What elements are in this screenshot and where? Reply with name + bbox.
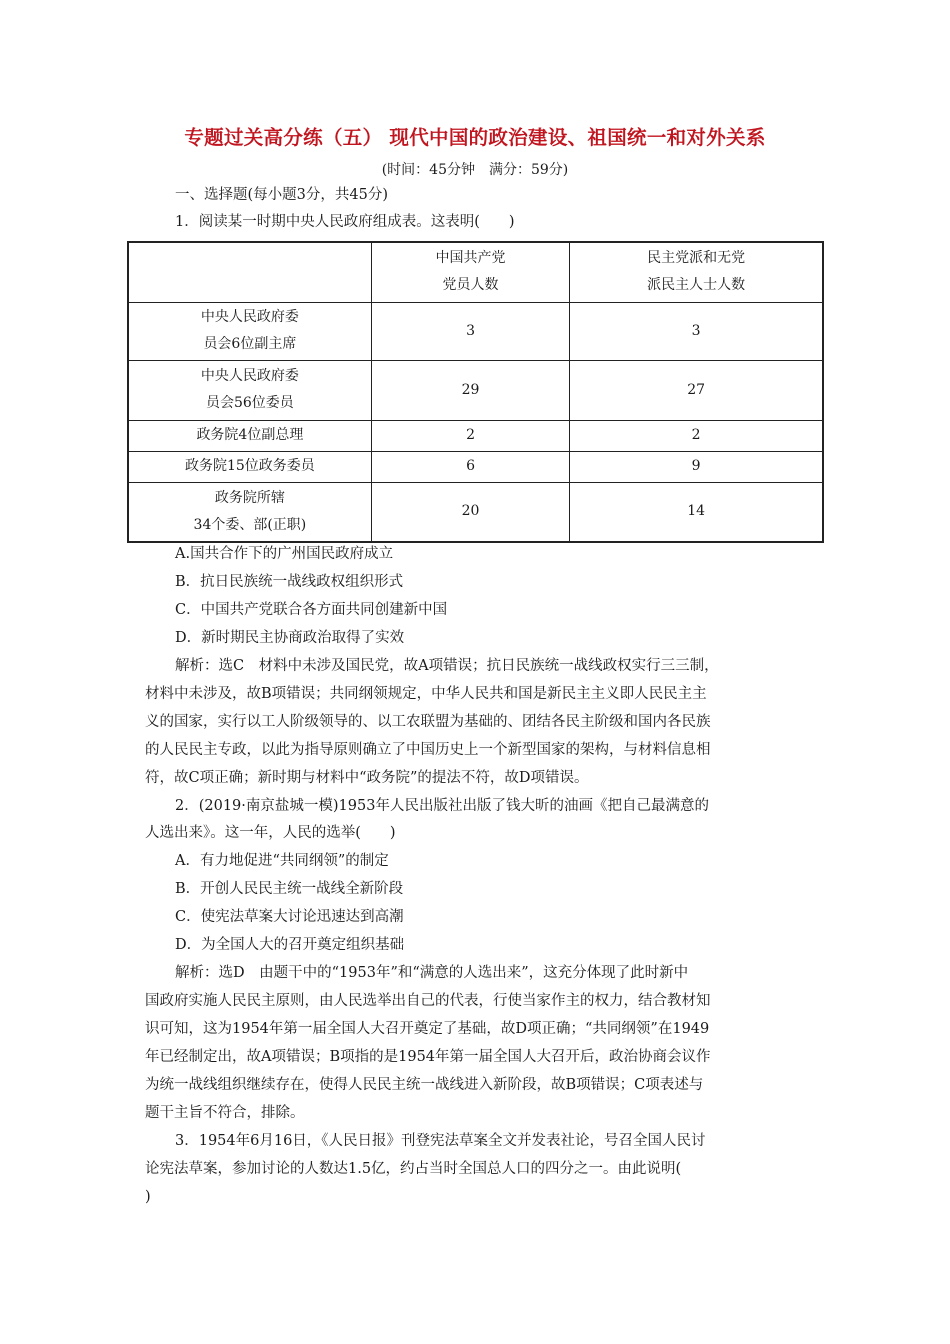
table-header-row — [128, 242, 823, 302]
table-row — [128, 302, 823, 360]
q1-analysis-line: 解析：选C 材料中未涉及国民党，故A项错误；抗日民族统一战线政权实行三三制， — [175, 658, 719, 674]
exam-time-score: (时间：45分钟 满分：59分) — [381, 162, 569, 178]
q2-analysis-line: 国政府实施人民民主原则，由人民选举出自己的代表，行使当家作主的权力，结合教材知 — [145, 993, 711, 1009]
question-3-stem: 论宪法草案，参加讨论的人数达1.5亿，约占当时全国总人口的四分之一。由此说明( — [145, 1161, 682, 1177]
q1-analysis-line: 符，故C项正确；新时期与材料中“政务院”的提法不符，故D项错误。 — [145, 770, 589, 786]
question-2-stem: 人选出来》。这一年，人民的选举( ) — [145, 825, 396, 841]
page-title: 专题过关高分练（五） 现代中国的政治建设、祖国统一和对外关系 — [184, 126, 766, 149]
other-count: 2 — [570, 420, 823, 451]
q2-option-a: A．有力地促进“共同纲领”的制定 — [175, 853, 389, 869]
table-row — [128, 360, 823, 420]
q1-option-b: B．抗日民族统一战线政权组织形式 — [175, 574, 404, 590]
q2-analysis-line: 识可知，这为1954年第一届全国人大召开奠定了基础，故D项正确；“共同纲领”在1949 — [145, 1021, 710, 1037]
row-label: 政务院4位副总理 — [128, 420, 371, 451]
cpc-count: 2 — [371, 420, 569, 451]
q2-option-d: D．为全国人大的召开奠定组织基础 — [175, 937, 405, 953]
cpc-count: 3 — [371, 302, 569, 360]
section-heading: 一、选择题(每小题3分，共45分) — [175, 187, 388, 203]
q1-option-c: C．中国共产党联合各方面共同创建新中国 — [175, 602, 448, 618]
cpc-count: 20 — [371, 482, 569, 542]
q1-option-d: D．新时期民主协商政治取得了实效 — [175, 630, 405, 646]
row-label: 政务院15位政务委员 — [128, 451, 371, 482]
q1-analysis-line: 的人民民主专政，以此为指导原则确立了中国历史上一个新型国家的架构，与材料信息相 — [145, 742, 711, 758]
row-label: 政务院所辖 34个委、部(正职) — [128, 482, 371, 542]
question-1-stem: 1．阅读某一时期中央人民政府组成表。这表明( ) — [175, 214, 515, 230]
q2-analysis-line: 年已经制定出，故A项错误；B项指的是1954年第一届全国人大召开后，政治协商会议作 — [145, 1049, 711, 1065]
other-count: 9 — [570, 451, 823, 482]
q1-analysis-line: 材料中未涉及，故B项错误；共同纲领规定，中华人民共和国是新民主主义即人民民主主 — [145, 686, 707, 702]
q2-analysis-line: 解析：选D 由题干中的“1953年”和“满意的人选出来”，这充分体现了此时新中 — [175, 965, 689, 981]
question-3-stem: ) — [145, 1189, 151, 1205]
row-label: 中央人民政府委 员会6位副主席 — [128, 302, 371, 360]
table-row — [128, 482, 823, 542]
table-header-cpc: 中国共产党 党员人数 — [371, 242, 569, 302]
cpc-count: 6 — [371, 451, 569, 482]
q2-option-c: C．使宪法草案大讨论迅速达到高潮 — [175, 909, 404, 925]
table-row — [128, 451, 823, 482]
table-header-empty — [128, 242, 371, 302]
q2-analysis-line: 题干主旨不符合，排除。 — [145, 1105, 305, 1121]
q1-analysis-line: 义的国家，实行以工人阶级领导的、以工农联盟为基础的、团结各民主阶级和国内各民族 — [145, 714, 711, 730]
table-header-other-parties: 民主党派和无党 派民主人士人数 — [570, 242, 823, 302]
question-3-stem: 3．1954年6月16日，《人民日报》刊登宪法草案全文并发表社论，号召全国人民讨 — [175, 1133, 706, 1149]
q2-option-b: B．开创人民民主统一战线全新阶段 — [175, 881, 404, 897]
question-2-stem: 2．(2019·南京盐城一模)1953年人民出版社出版了钱大昕的油画《把自己最满意的 — [175, 798, 709, 814]
other-count: 3 — [570, 302, 823, 360]
table-row — [128, 420, 823, 451]
row-label: 中央人民政府委 员会56位委员 — [128, 360, 371, 420]
government-composition-table — [127, 241, 824, 543]
other-count: 14 — [570, 482, 823, 542]
q1-option-a: A.国共合作下的广州国民政府成立 — [175, 546, 394, 562]
cpc-count: 29 — [371, 360, 569, 420]
other-count: 27 — [570, 360, 823, 420]
q2-analysis-line: 为统一战线组织继续存在，使得人民民主统一战线进入新阶段，故B项错误；C项表述与 — [145, 1077, 704, 1093]
